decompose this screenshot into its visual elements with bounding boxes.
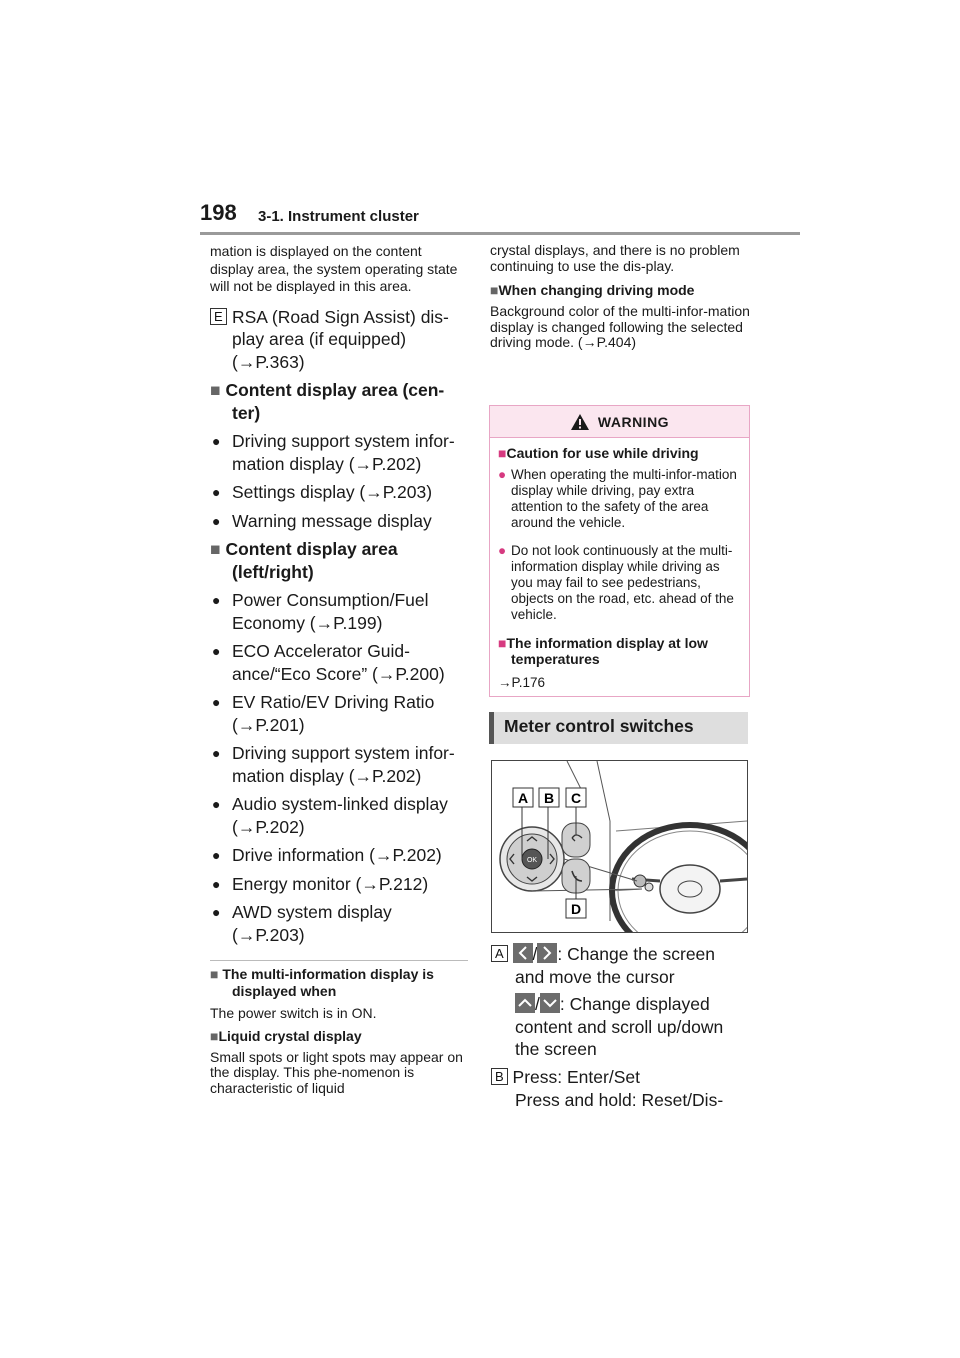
- list-item: [210, 742, 468, 787]
- warning-box: [489, 405, 750, 697]
- note1-heading-text: The multi-information display is displayed when: [222, 966, 434, 999]
- chevron-up-icon: [515, 993, 535, 1013]
- square-bullet-icon: ■: [498, 635, 507, 651]
- square-bullet-icon: ■: [498, 445, 507, 461]
- desc-a-line4: content and scroll up/down: [515, 1016, 724, 1037]
- list-item: [210, 873, 468, 896]
- list-item-text: Energy monitor (→P.212): [232, 873, 429, 894]
- page-number: 198: [200, 200, 237, 225]
- right-column: [490, 243, 752, 351]
- label-a: A: [517, 790, 529, 806]
- list-item-text: Audio system-linked display (→P.202): [232, 794, 448, 837]
- note2-heading: [210, 1028, 468, 1045]
- lr-heading: [210, 538, 468, 583]
- list-item: [210, 430, 468, 475]
- bullet-icon: ●: [212, 875, 221, 892]
- bullet-icon: ●: [212, 433, 221, 449]
- item-e: [210, 306, 468, 374]
- list-item-text: Drive information (→P.202): [232, 845, 442, 865]
- bullet-icon: ●: [212, 484, 221, 500]
- desc-b-line1: Press: Enter/Set: [512, 1067, 640, 1087]
- chevron-left-icon: [513, 943, 533, 963]
- description-a: A / : Change the screen and move the cursor / : Change displayed content and scroll up/down the screen: [491, 943, 751, 1061]
- notes-section: [210, 960, 468, 1096]
- bullet-icon: ●: [212, 745, 221, 761]
- left-column: [210, 243, 468, 1096]
- item-e-line1: RSA (Road Sign Assist) dis-: [232, 306, 449, 327]
- drive-body: Background color of the multi-infor-mation display is changed following the selected driving mode. (→P.404): [490, 303, 750, 350]
- bullet-icon: ●: [212, 904, 221, 920]
- list-item: [210, 640, 468, 685]
- bullet-icon: ●: [498, 543, 507, 558]
- warning-sec1-heading-text: Caution for use while driving: [506, 445, 699, 461]
- steering-diagram: [492, 761, 748, 933]
- intro-paragraph: mation is displayed on the content display area, the system operating state will not be displayed in this area.: [210, 243, 458, 294]
- warning-title: WARNING: [597, 413, 670, 430]
- list-item: [210, 510, 468, 533]
- badge-e: E: [210, 308, 227, 325]
- list-item: [210, 793, 468, 838]
- warning-item-text: Do not look continuously at the multi-information display while driving as you may fail to see pedestrians, objects on the road, etc. ahead of the vehicle.: [511, 543, 734, 622]
- note1-body: The power switch is in ON.: [210, 1005, 377, 1021]
- steering-switch-illustration: [491, 760, 748, 933]
- lr-heading-text: Content display area (left/right): [225, 539, 398, 582]
- list-item: [210, 589, 468, 634]
- label-d: D: [570, 901, 582, 917]
- warning-sec1-heading: [498, 445, 741, 461]
- bullet-icon: ●: [212, 847, 221, 863]
- note1-heading: [210, 966, 468, 1000]
- list-item: [210, 901, 468, 946]
- list-item-text: Power Consumption/Fuel Economy (→P.199): [232, 590, 429, 633]
- warning-item: [498, 467, 741, 531]
- warning-triangle-icon: [570, 413, 590, 431]
- list-item-text: Driving support system infor-mation display (→P.202): [232, 431, 455, 474]
- list-item-text: Warning message display: [232, 510, 432, 531]
- list-item-text: AWD system display (→P.203): [232, 902, 392, 945]
- right-intro: crystal displays, and there is no problem continuing to use the dis-play.: [490, 242, 740, 274]
- bullet-icon: ●: [498, 467, 507, 482]
- desc-a-line3: : Change displayed: [559, 994, 710, 1014]
- item-e-line2: play area (if equipped): [232, 329, 407, 349]
- badge-b: B: [491, 1068, 508, 1085]
- center-heading: [210, 379, 468, 424]
- header-rule: [200, 232, 800, 235]
- square-bullet-icon: ■: [210, 1027, 219, 1044]
- warning-item-text: When operating the multi-infor-mation display while driving, pay extra attention to the safety of the area around the vehicle.: [511, 467, 737, 530]
- description-b: [491, 1066, 751, 1111]
- list-item-text: Settings display (→P.203): [232, 482, 433, 502]
- bullet-icon: ●: [212, 592, 221, 608]
- warning-sec2-heading-text: The information display at low temperatures: [506, 635, 708, 667]
- item-e-line3: (→P.363): [232, 351, 305, 372]
- meter-section-heading: Meter control switches: [489, 712, 748, 744]
- bullet-icon: ●: [212, 796, 221, 812]
- desc-a-line1: : Change the screen: [557, 944, 716, 964]
- square-bullet-icon: ■: [210, 380, 221, 400]
- square-bullet-icon: ■: [490, 282, 499, 298]
- note2-body: Small spots or light spots may appear on the display. This phe-nomenon is characteristic of liquid: [210, 1048, 463, 1096]
- desc-b-line2: Press and hold: Reset/Dis-: [515, 1089, 724, 1110]
- square-bullet-icon: ■: [210, 539, 221, 559]
- chevron-right-icon: [537, 943, 557, 963]
- list-item-text: ECO Accelerator Guid-ance/“Eco Score” (→P.200): [232, 641, 445, 684]
- bullet-icon: ●: [212, 643, 221, 659]
- desc-a-line2: and move the cursor: [515, 966, 675, 987]
- warning-sec2-heading: [498, 635, 741, 667]
- chapter-title: 3-1. Instrument cluster: [258, 208, 419, 225]
- desc-a-line5: the screen: [515, 1039, 597, 1059]
- center-heading-text: Content display area (cen-ter): [225, 380, 445, 423]
- drive-heading-text: When changing driving mode: [498, 282, 695, 298]
- list-item: [210, 844, 468, 867]
- list-item: [210, 691, 468, 736]
- badge-a: A: [491, 945, 508, 962]
- ok-button-label: OK: [526, 857, 538, 864]
- warning-sec2-ref: →P.176: [498, 675, 546, 690]
- square-bullet-icon: ■: [210, 966, 219, 982]
- bullet-icon: ●: [212, 694, 221, 710]
- label-b: B: [543, 790, 555, 806]
- list-item: [210, 481, 468, 504]
- warning-item: [498, 543, 741, 623]
- label-c: C: [570, 790, 582, 806]
- list-item-text: EV Ratio/EV Driving Ratio (→P.201): [232, 692, 435, 735]
- bullet-icon: ●: [212, 512, 221, 529]
- drive-heading: [490, 282, 752, 299]
- list-item-text: Driving support system infor-mation display (→P.202): [232, 743, 455, 786]
- warning-header: [490, 406, 749, 438]
- chevron-down-icon: [540, 993, 560, 1013]
- note2-heading-text: Liquid crystal display: [218, 1027, 362, 1044]
